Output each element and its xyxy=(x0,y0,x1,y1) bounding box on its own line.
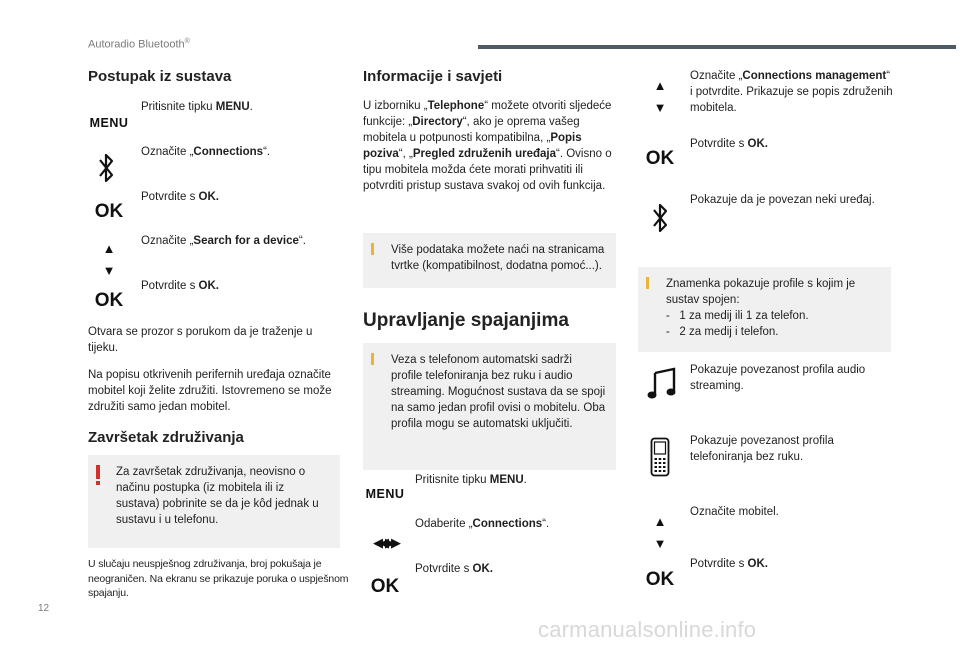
warning-text: Za završetak združivanja, neovisno o načinu postupka (iz mobitela ili iz sustava) pobrinite se da je kôd jednak u sustavu i u telefonu. xyxy=(116,466,319,526)
tip-marker-icon xyxy=(646,277,649,289)
step-press-menu: Pritisnite tipku MENU. xyxy=(415,474,527,486)
warning-box xyxy=(88,455,340,548)
up-down-arrows-icon: ▲ ▼ xyxy=(102,241,116,278)
section-heading-connection-management: Upravljanje spajanjima xyxy=(363,310,569,331)
site-watermark: carmanualsonline.info xyxy=(538,617,757,642)
note-failed-pairing: U slučaju neuspješnog združivanja, broj pokušaja je neograničen. Na ekranu se prikazuje poruka o uspješnom spajanju. xyxy=(88,558,349,599)
section-heading-system-pairing: Postupak iz sustava xyxy=(88,68,232,85)
step-confirm-ok: Potvrdite s OK. xyxy=(415,563,493,575)
ok-button-icon: OK xyxy=(645,148,675,169)
section-heading-info-tips: Informacije i savjeti xyxy=(363,68,503,85)
menu-button-icon: MENU xyxy=(365,487,405,501)
ok-button-icon: OK xyxy=(645,569,675,590)
step-confirm-ok: Potvrdite s OK. xyxy=(141,191,219,203)
ok-button-icon: OK xyxy=(94,290,124,311)
ok-button-icon: OK xyxy=(370,576,400,597)
tip-marker-icon xyxy=(371,243,374,255)
header-title: Autoradio Bluetooth® xyxy=(88,38,190,51)
tip-box-profile-digit xyxy=(638,267,891,352)
bluetooth-icon xyxy=(652,201,668,238)
up-down-arrows-icon: ▲ ▼ xyxy=(653,514,667,551)
step-handsfree-profile: Pokazuje povezanost profila telefoniranja bez ruku. xyxy=(690,435,834,463)
step-connections-management: Označite „Connections management“ i potvrdite. Prikazuje se popis združenih mobitela. xyxy=(690,70,893,114)
warning-exclamation-icon xyxy=(96,465,100,479)
prev-next-arrows-icon: ◀◀ ▶▶ xyxy=(373,535,397,550)
step-choose-connections: Odaberite „Connections“. xyxy=(415,518,550,530)
step-audio-streaming: Pokazuje povezanost profila audio streaming. xyxy=(690,364,866,392)
header-accent-bar xyxy=(478,45,956,49)
tip-text: Veza s telefonom automatski sadrži profile telefoniranja bez ruku i audio streaming. Mogućnost sustava da se spoji na samo jedan profil ovisi o mobitelu. Oba profila mogu se automatski uključiti. xyxy=(391,354,606,430)
music-note-icon xyxy=(647,366,677,403)
menu-button-icon: MENU xyxy=(89,116,129,130)
step-press-menu: Pritisnite tipku MENU. xyxy=(141,101,253,113)
step-select-phone: Označite mobitel. xyxy=(690,506,779,518)
tip-text: Više podataka možete naći na stranicama tvrtke (kompatibilnost, dodatna pomoć...). xyxy=(391,244,605,272)
paragraph-search-progress: Otvara se prozor s porukom da je traženje u tijeku. xyxy=(88,326,313,354)
tip-box-website xyxy=(363,233,616,288)
tip-text: Znamenka pokazuje profile s kojim je sustav spojen: xyxy=(666,278,856,306)
tip-list-item: - 2 za medij i telefon. xyxy=(666,326,779,338)
tip-box-profiles xyxy=(363,343,616,470)
step-confirm-ok: Potvrdite s OK. xyxy=(690,138,768,150)
paragraph-telephone-menu: U izborniku „Telephone“ možete otvoriti sljedeće funkcije: „Directory“, ako je oprema vašeg mobitela u potpunosti kompatibilna, „Popis poziva“, „Pregled združenih uređaja“. Ovisno o tipu mobitela možda ćete morati prihvatiti ili potvrditi pristup sustava svakoj od ovih funkcija. xyxy=(363,100,612,192)
section-heading-finish-pairing: Završetak združivanja xyxy=(88,429,244,446)
page-number: 12 xyxy=(38,603,50,614)
step-confirm-ok: Potvrdite s OK. xyxy=(141,280,219,292)
step-search-device: Označite „Search for a device“. xyxy=(141,235,306,247)
tip-list-item: - 1 za medij ili 1 za telefon. xyxy=(666,310,809,322)
step-device-connected: Pokazuje da je povezan neki uređaj. xyxy=(690,194,875,206)
ok-button-icon: OK xyxy=(94,201,124,222)
up-down-arrows-icon: ▲ ▼ xyxy=(653,78,667,115)
tip-marker-icon xyxy=(371,353,374,365)
bluetooth-icon xyxy=(98,151,114,188)
paragraph-select-phone: Na popisu otkrivenih perifernih uređaja označite mobitel koji želite združiti. Istovremeno se može združiti samo jedan mobitel. xyxy=(88,369,332,413)
mobile-phone-icon xyxy=(650,437,670,480)
step-select-connections: Označite „Connections“. xyxy=(141,146,271,158)
step-confirm-ok: Potvrdite s OK. xyxy=(690,558,768,570)
